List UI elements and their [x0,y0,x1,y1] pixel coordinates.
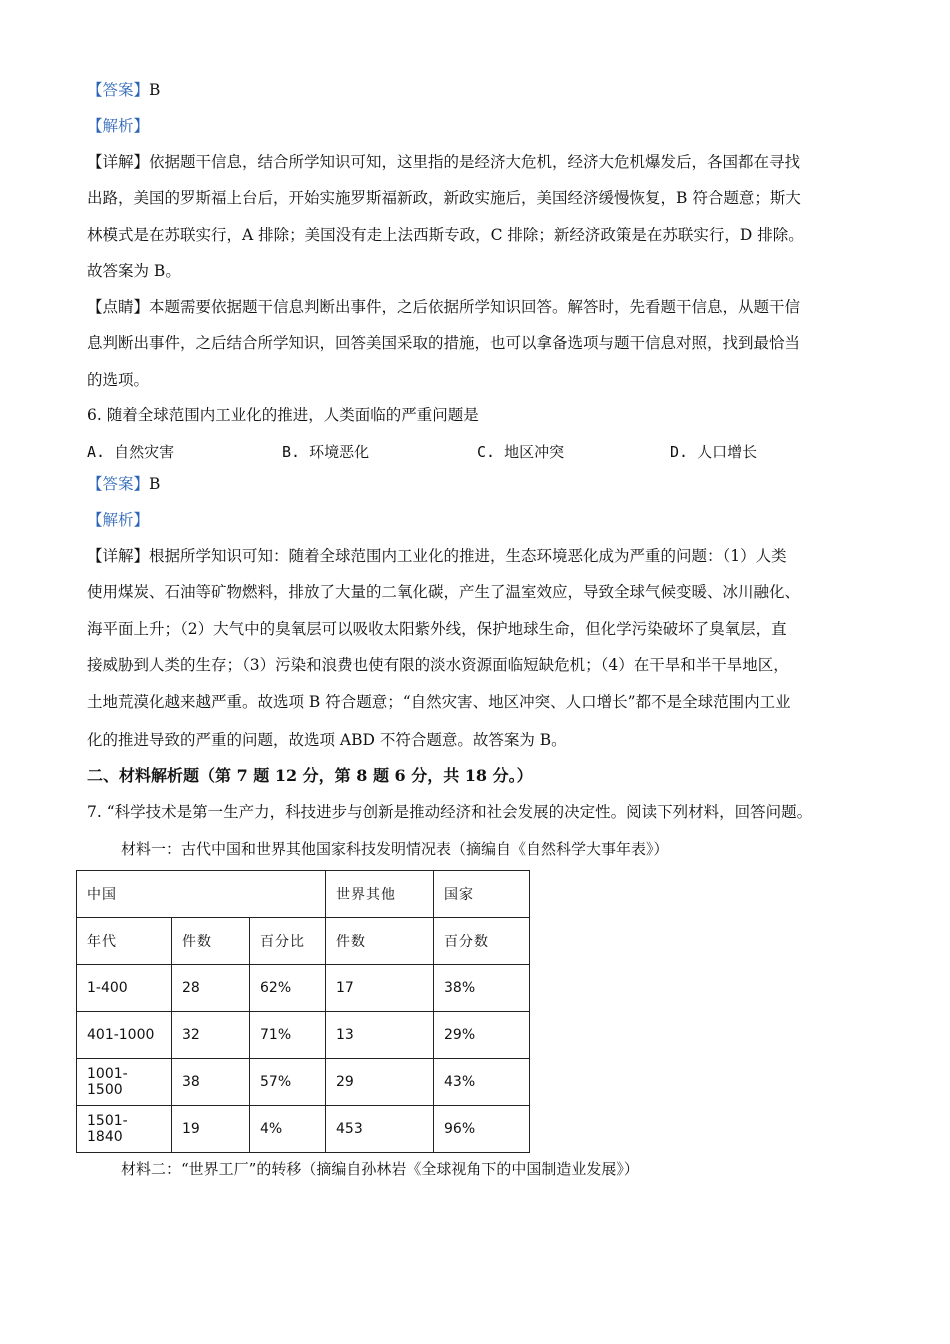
q6-detail-line: 海平面上升；（2）大气中的臭氧层可以吸收太阳紫外线，保护地球生命，但化学污染破坏了臭氧层，直 [87,620,787,638]
table-header-cell: 件数 [326,918,434,965]
table-row [77,965,530,1012]
q6-option-c: C. 地区冲突 [477,443,565,461]
answer-value: B [149,81,161,99]
q5-detail-line: 故答案为 B。 [87,262,181,280]
table-cell: 13 [326,1012,434,1059]
table-cell: 4% [250,1106,326,1153]
table-cell: 29 [326,1059,434,1106]
q6-detail-line: 化的推进导致的严重的问题，故选项 ABD 不符合题意。故答案为 B。 [87,731,567,749]
q6-option-b: B. 环境恶化 [282,443,370,461]
q5-comment-line: 的选项。 [87,371,150,389]
table-cell: 71% [250,1012,326,1059]
table-group-country: 国家 [434,871,530,918]
table-cell: 29% [434,1012,530,1059]
table-header-cell: 件数 [172,918,250,965]
answer-tag: 【答案】 [87,81,150,99]
table-header-cell: 百分数 [434,918,530,965]
q5-detail-line: 林模式是在苏联实行，A 排除；美国没有走上法西斯专政，C 排除；新经济政策是在苏联实行，D 排除。 [87,226,804,244]
q5-comment-line: 【点睛】本题需要依据题干信息判断出事件，之后依据所学知识回答。解答时，先看题干信息，从题干信 [87,298,801,316]
table-row [77,1106,530,1153]
table-cell: 1001-1500 [77,1059,172,1106]
q6-option-a: A. 自然灾害 [87,443,175,461]
table-cell: 17 [326,965,434,1012]
table-cell: 1-400 [77,965,172,1012]
q6-option-d: D. 人口增长 [670,443,758,461]
table-cell: 19 [172,1106,250,1153]
q6-detail-line: 土地荒漠化越来越严重。故选项 B 符合题意；“自然灾害、地区冲突、人口增长”都不是全球范围内工业 [87,693,791,711]
q6-analysis-tag: 【解析】 [87,511,150,529]
table-row [77,1012,530,1059]
q5-comment-line: 息判断出事件，之后结合所学知识，回答美国采取的措施，也可以拿备选项与题干信息对照，找到最恰当 [87,334,801,352]
answer-value: B [149,475,161,493]
table-cell: 38% [434,965,530,1012]
table-cell: 401-1000 [77,1012,172,1059]
q5-answer-line [87,79,877,101]
table-header-cell: 百分比 [250,918,326,965]
table-group-world: 世界其他 [326,871,434,918]
answer-tag: 【答案】 [87,475,150,493]
q6-detail-line: 使用煤炭、石油等矿物燃料，排放了大量的二氧化碳，产生了温室效应，导致全球气候变暖、冰川融化、 [87,583,801,601]
inventions-table [76,870,530,1153]
material1-caption: 材料一：古代中国和世界其他国家科技发明情况表（摘编自《自然科学大事年表》） [121,840,669,858]
q6-stem: 6. 随着全球范围内工业化的推进，人类面临的严重问题是 [87,406,479,424]
q6-detail-line: 【详解】根据所学知识可知：随着全球范围内工业化的推进，生态环境恶化成为严重的问题：（1）人类 [87,547,787,565]
table-cell: 1501-1840 [77,1106,172,1153]
material2-caption: 材料二：“世界工厂”的转移（摘编自孙林岩《全球视角下的中国制造业发展》） [121,1160,639,1178]
table-header-cell: 年代 [77,918,172,965]
section-heading: 二、材料解析题（第 7 题 12 分，第 8 题 6 分，共 18 分。） [87,766,533,785]
q7-stem: 7. “科学技术是第一生产力，科技进步与创新是推动经济和社会发展的决定性。阅读下列材料，回答问题。 [87,803,813,821]
table-row [77,1059,530,1106]
q6-detail-line: 接威胁到人类的生存；（3）污染和浪费也使有限的淡水资源面临短缺危机；（4）在干旱和半干旱地区， [87,656,789,674]
q6-answer-line [87,473,877,495]
table-cell: 62% [250,965,326,1012]
table-cell: 57% [250,1059,326,1106]
table-cell: 32 [172,1012,250,1059]
q5-analysis-tag: 【解析】 [87,117,150,135]
q5-detail-line: 出路，美国的罗斯福上台后，开始实施罗斯福新政，新政实施后，美国经济缓慢恢复，B 符合题意；斯大 [87,189,801,207]
table-cell: 96% [434,1106,530,1153]
q5-detail-line: 【详解】依据题干信息，结合所学知识可知，这里指的是经济大危机，经济大危机爆发后，各国都在寻找 [87,153,801,171]
table-cell: 453 [326,1106,434,1153]
table-cell: 38 [172,1059,250,1106]
table-cell: 28 [172,965,250,1012]
table-group-china: 中国 [77,871,326,918]
table-header-row [77,918,530,965]
table-group-row [77,871,530,918]
table-cell: 43% [434,1059,530,1106]
